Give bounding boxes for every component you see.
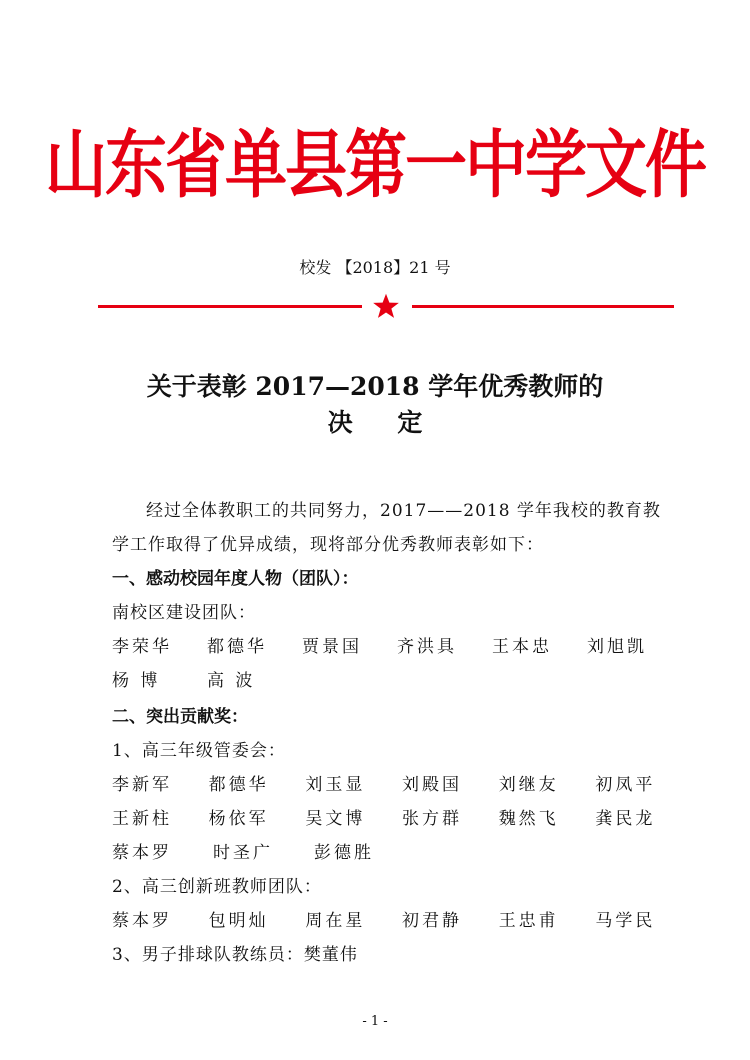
- name-item: 李新军: [112, 775, 172, 795]
- document-title-line1: 关于表彰 2017—2018 学年优秀教师的: [146, 372, 604, 401]
- name-item: 刘继友: [498, 775, 559, 795]
- name-item: 王新柱: [112, 809, 172, 829]
- section1-heading: 一、感动校园年度人物（团队）：: [112, 569, 359, 589]
- name-item: 张方群: [402, 809, 463, 829]
- red-rule-left: [98, 305, 362, 308]
- page-number: - 1 -: [362, 1014, 388, 1029]
- name-item: 王本忠: [492, 637, 552, 657]
- name-item: 魏然飞: [498, 809, 559, 829]
- document-masthead: 山东省单县第一中学文件: [44, 121, 705, 208]
- red-rule-right: [412, 305, 674, 308]
- name-item: 初君静: [402, 911, 463, 931]
- name-item: 彭德胜: [314, 843, 374, 863]
- section1-group-label: 南校区建设团队：: [112, 603, 256, 623]
- name-item: 龚民龙: [595, 809, 656, 829]
- section1-names-row1: [112, 630, 692, 664]
- name-item: 高 波: [207, 671, 256, 691]
- name-item: 贾景国: [302, 637, 362, 657]
- name-item: 都德华: [208, 775, 269, 795]
- name-item: 齐洪具: [397, 637, 457, 657]
- name-item: 蔡本罗: [112, 911, 172, 931]
- name-item: 马学民: [595, 911, 656, 931]
- name-item: 吴文博: [305, 809, 366, 829]
- section1-names-row2: [112, 664, 692, 698]
- name-item: 王忠甫: [498, 911, 559, 931]
- name-item: 刘玉显: [305, 775, 366, 795]
- document-number: 校发 【2018】21 号: [299, 258, 451, 277]
- section2-item2-label: 2、高三创新班教师团队：: [112, 877, 322, 897]
- name-item: 刘旭凯: [587, 637, 647, 657]
- section2-item3-label: 3、男子排球队教练员：樊董伟: [112, 945, 358, 965]
- section2-item2-row1: [112, 904, 692, 938]
- name-item: 包明灿: [208, 911, 269, 931]
- name-item: 杨 博: [112, 671, 161, 691]
- name-item: 时圣广: [213, 843, 273, 863]
- document-title-line2: 决 定: [327, 408, 441, 437]
- name-item: 李荣华: [112, 637, 172, 657]
- section2-heading: 二、突出贡献奖：: [112, 707, 248, 727]
- name-item: 周在星: [305, 911, 366, 931]
- name-item: 蔡本罗: [112, 843, 172, 863]
- name-item: 初凤平: [595, 775, 656, 795]
- red-star-icon: [372, 292, 400, 320]
- name-item: 杨依军: [208, 809, 269, 829]
- section2-item1-row3: [112, 836, 692, 870]
- section2-item1-label: 1、高三年级管委会：: [112, 741, 286, 761]
- section2-item1-row1: [112, 768, 692, 802]
- name-item: 刘殿国: [402, 775, 463, 795]
- intro-paragraph: 经过全体教职工的共同努力，2017——2018 学年我校的教育教学工作取得了优异成绩，现将部分优秀教师表彰如下：: [112, 501, 661, 555]
- name-item: 都德华: [207, 637, 267, 657]
- section2-item1-row2: [112, 802, 692, 836]
